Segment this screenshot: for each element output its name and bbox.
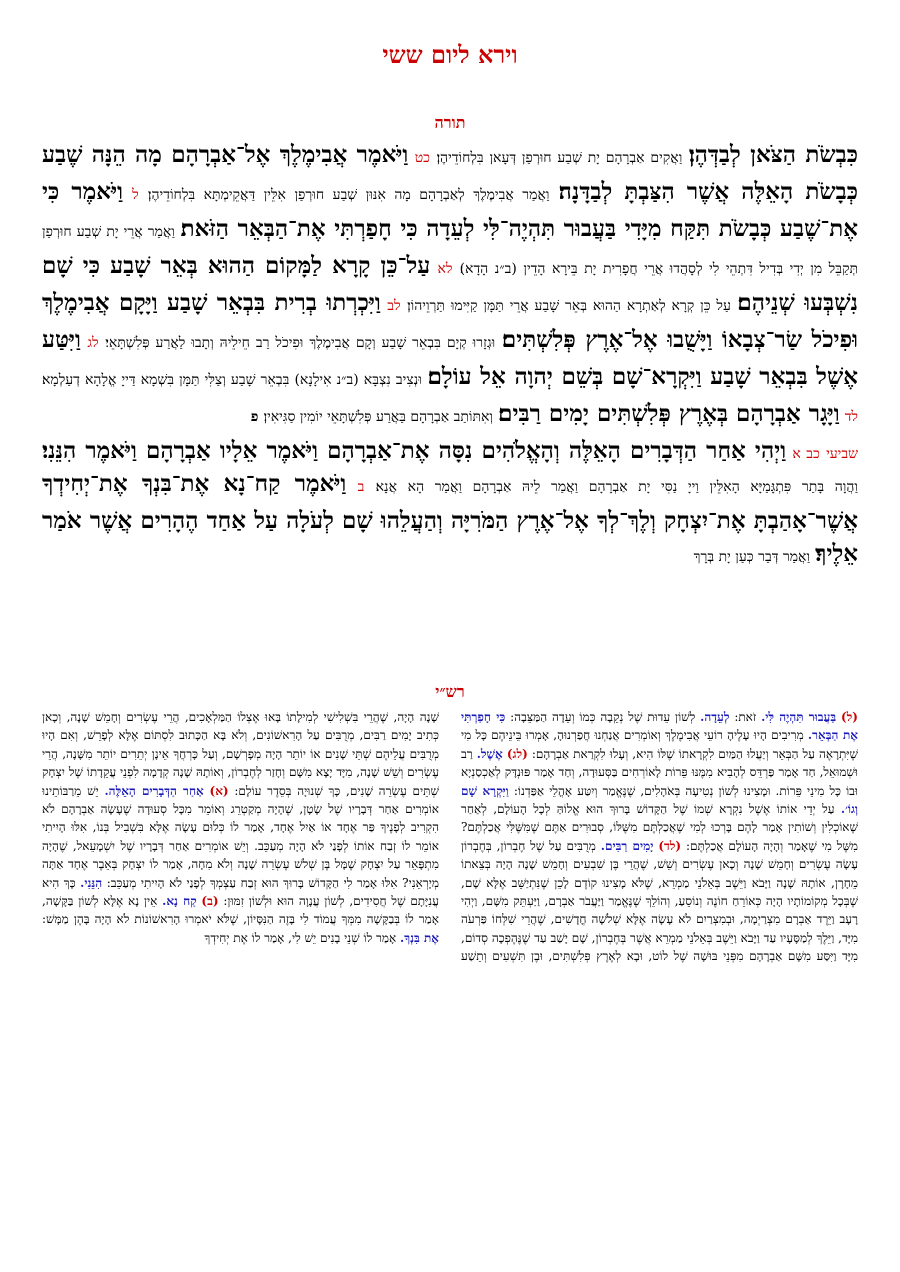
verse-span: כִּבְשֹׂת הַצֹּאן לְבַדְּהֶן׃ [688, 141, 858, 168]
plain-span: יֵשׁ מֵרַבּוֹתֵינוּ אוֹמְרִים אַחַר דְּבָרָיו שֶׁל שָׂטָן, שֶׁהָיָה מְקַטְרֵג וְאוֹמֵר מִכָּל סְעוּדָה שֶׁעָשָׂה אַבְרָהָם לֹא הִקְרִיב לְפָנֶיךָ פַּר אֶחָד אוֹ אַיִל אֶחָד, אָמַר לוֹ כְּלוּם עָשָׂה אֶלָּא בִּשְׁבִיל בְּנוֹ, אִלּוּ הָיִיתִי אוֹמֵר לוֹ זְבַח אוֹתוֹ לְפָנַי לֹא הָיָה מְעַכֵּב. וְיֵשׁ אוֹמְרִים אַחַר דְּבָרָיו שֶׁל יִשְׁמָעֵאל, שֶׁהָיָה מִתְפָּאֵר עַל יִצְחָק שֶׁמָּל בֶּן שְׁלֹשׁ עֶשְׂרֵה שָׁנָה וְלֹא מִחָה, אָמַר לוֹ יִצְחָק בְּאֵבֶר אֶחָד אַתָּה מְיָרְאֵנִי? אִלּוּ אָמַר לִי הַקָּדוֹשׁ בָּרוּךְ הוּא זְבַח עַצְמְךָ לְפָנַי לֹא הָיִיתִי מְעַכֵּב: [42, 783, 439, 890]
verse-span: וַיִּכְרְתוּ בְרִית בִּבְאֵר שָׁבַע וַיָּקָם אֲבִימֶלֶךְ וּפִיכֹל שַׂר־צְבָאוֹ וַיָּשֻׁבוּ אֶל־אֶרֶץ פְּלִשְׁתִּים׃ [42, 289, 858, 353]
aliyah-span: שביעי [826, 446, 858, 462]
verse-span: וַיָּגָר אַבְרָהָם בְּאֶרֶץ פְּלִשְׁתִּים יָמִים רַבִּים׃ [498, 400, 840, 427]
verse-number-span: לד [844, 409, 858, 425]
plain-span: מְרֻבִּים עַל שֶׁל חֶבְרוֹן, בְּחֶבְרוֹן עָשָׂה עֶשְׂרִים וְחָמֵשׁ שָׁנָה וְכָאן עֶשְׂרִים וְשֵׁשׁ, שֶׁהֲרֵי בֶּן שִׁבְעִים וְחָמֵשׁ שָׁנָה הָיָה בְּצֵאתוֹ מֵחָרָן, אוֹתָהּ שָׁנָה וַיָּבֹא וַיֵּשֶׁב בְּאֵלֹנֵי מַמְרֵא, שֶׁלֹּא מָצִינוּ קוֹדֶם לָכֵן שֶׁנִּתְיַשֵּׁב אֶלָּא שָׁם, שֶׁבְּכָל מְקוֹמוֹתָיו הָיָה כְּאוֹרֵחַ חוֹנֶה וְנוֹסֵעַ, וְהוֹלֵךְ שֶׁנֶּאֱמַר וַיַּעֲבֹר אַבְרָם, וַיַּעְתֵּק מִשָּׁם, וַיְהִי רָעָב וַיֵּרֶד אַבְרָם מִצְרַיְמָה, וּבְמִצְרַיִם לֹא עָשָׂה אֶלָּא שְׁלֹשָׁה חֳדָשִׁים, שֶׁהֲרֵי שִׁלְּחוֹ פַּרְעֹה מִיָּד, וַיֵּלֶךְ לְמַסָּעָיו עַד וַיָּבֹא וַיֵּשֶׁב בְּאֵלֹנֵי מַמְרֵא אֲשֶׁר בְּחֶבְרוֹן, שָׁם יָשַׁב עַד שֶׁנֶּהֶפְכָה סְדוֹם, מִיָּד וַיִּסַּע מִשָּׁם אַבְרָהָם מִפְּנֵי בּוּשָׁה שֶׁל לוֹט, וּבָא לְאֶרֶץ פְּלִשְׁתִּים, וּבֶן תִּשְׁעִים וְתֵשַׁע שָׁנָה הָיָה, שֶׁהֲרֵי בִּשְׁלִישִׁי לְמִילָתוֹ בָּאוּ אֶצְלוֹ הַמַּלְאָכִים, הֲרֵי עֶשְׂרִים וְחָמֵשׁ שָׁנָה, וְכָאן כְּתִיב יָמִים רַבִּים, מְרֻבִּים עַל הָרִאשׁוֹנִים, וְלֹא בָּא הַכָּתוּב לִסְתּוֹם אֶלָּא לְפָרֵשׁ, וְאִם הָיוּ מְרֻבִּים עֲלֵיהֶם שְׁתֵּי שָׁנִים אוֹ יוֹתֵר הָיָה מְפָרְשָׁם, וְעַל כָּרְחֲךָ אֵינָן יְתֵרִים יוֹתֵר מִשָּׁנָה, הֲרֵי עֶשְׂרִים וְשֵׁשׁ שָׁנָה, מִיָּד יָצָא מִשָּׁם וְחָזַר לְחֶבְרוֹן, וְאוֹתָהּ שָׁנָה קְדָמָה לִפְנֵי עֲקֵדָתוֹ שֶׁל יִצְחָק שְׁתֵּים עֶשְׂרֵה שָׁנִים, כָּךְ שְׁנוּיָה בְּסֵדֶר עוֹלָם: [42, 710, 858, 964]
targum-span: וְאִתּוֹתַב אַבְרָהָם בַּאֲרַע פְּלִשְׁתָּאֵי יוֹמִין סַגִּיאִין׃ [263, 409, 494, 425]
plain-span: רַב וּשְׁמוּאֵל, חַד אָמַר פַּרְדֵּס לְהָבִיא מִמֶּנּוּ פֵּרוֹת לָאוֹרְחִים בַּסְּעוּדָה, וְחַד אָמַר פּוּנְדָּק לְאַכְסַנְיָא וּבוֹ כָּל מִינֵי פֵּרוֹת. וּמָצִינוּ לְשׁוֹן נְטִיעָה בְּאֹהָלִים, שֶׁנֶּאֱמַר וְיִטַּע אָהֳלֵי אַפַּדְנוֹ: [461, 746, 858, 798]
verse-number-span: (א) [209, 783, 229, 798]
verse-number-span: כט [414, 150, 431, 166]
dibur-span: יָמִים רַבִּים. [600, 838, 654, 853]
page-title: וירא ליום ששי [382, 40, 518, 69]
targum-span: וּנְצִיב נִצְבָּא (ב״נ אִילָנָא) בִּבְאֵר שָׁבַע וְצַלִּי תַּמָּן בִּשְׁמָא דַּייָ אֱלָהָא דְעַלְמָא׃ [42, 372, 422, 388]
plain-span: אָמַר לוֹ שְׁנֵי בָנִים יֵשׁ לִי, אָמַר לוֹ אֶת יְחִידְךָ [204, 930, 397, 945]
dibur-span: קַח נָא. [162, 894, 197, 909]
dibur-span: בַּעֲבוּר תִּהְיֶה לִּי. [761, 710, 837, 724]
dibur-span: אֶת בִּנְךָ. [400, 930, 439, 945]
targum-span: וַאֲמַר אֲרֵי יָת שְׁבַע חוּרְפַן תְּקַבֵּל מִן יְדִי בְּדִיל דִּתְהֵי לִי לְסָהֲדוּ אֲרֵי חֲפָרִית יָת בֵּירָא הָדֵין (ב״נ הָדָא)׃ [42, 224, 858, 277]
torah-text [42, 138, 858, 678]
rashi-commentary [42, 708, 858, 1256]
verse-span: וַיִּטַּע אֶשֶׁל בִּבְאֵר שָׁבַע וַיִּקְרָא־שָׁם בְּשֵׁם יְהוָה אֵל עוֹלָם׃ [42, 326, 858, 390]
verse-number-span: (לג) [506, 746, 528, 761]
plain-span: זֹאת: [734, 710, 757, 724]
verse-span: וַיֹּאמֶר כִּי אֶת־שֶׁבַע כְּבָשֹׂת תִּקַּח מִיָּדִי בַּעֲבוּר תִּהְיֶה־לִּי לְעֵדָה כִּי חָפַרְתִּי אֶת־הַבְּאֵר הַזֹּאת׃ [42, 178, 858, 242]
rashi-section-title: רש״י [435, 682, 465, 701]
plain-span: עַל יְדֵי אוֹתוֹ אֶשֶׁל נִקְרָא שְׁמוֹ שֶׁל הַקָּדוֹשׁ בָּרוּךְ הוּא אֱלוֹהַּ לְכָל הָעוֹלָם, לְאַחַר שֶׁאוֹכְלִין וְשׁוֹתִין אָמַר לָהֶם בָּרְכוּ לְמִי שֶׁאֲכַלְתֶּם מִשֶּׁלּוֹ, סְבוּרִים אַתֶּם שֶׁמִּשֶּׁלִּי אֲכַלְתֶּם? מִשֶּׁל מִי שֶׁאָמַר וְהָיָה הָעוֹלָם אֲכַלְתֶּם: [461, 802, 858, 853]
verse-number-span: לא [437, 261, 453, 277]
verse-number-span: (לד) [658, 838, 682, 853]
verse-number-span: לב [387, 298, 401, 314]
verse-span: וַיֹּאמֶר אֲבִימֶלֶךְ אֶל־אַבְרָהָם מָה הֵנָּה שֶׁבַע כְּבָשֹׂת הָאֵלֶּה אֲשֶׁר הִצַּבְתָּ לְבַדָּנָה׃ [42, 141, 858, 205]
targum-span: וַאֲמַר דְּבַר כְּעַן יָת בְּרָךְ [693, 549, 811, 565]
dibur-span: כִּי חָפַרְתִּי אֶת הַבְּאֵר. [461, 710, 858, 743]
verse-number-span: כב א [792, 446, 820, 462]
plain-span: כָּךְ הִיא עֲנִיָּתָם שֶׁל חֲסִידִים, לְשׁוֹן עֲנָוָה הוּא וּלְשׁוֹן זִמּוּן: [42, 875, 439, 909]
targum-span: עַל כֵּן קְרָא לְאַתְרָא הַהוּא בְּאֵר שָׁבַע אֲרֵי תַּמָּן קַיִּימוּ תַּרְוֵיהוֹן׃ [407, 298, 731, 314]
targum-span: וַאֲמַר אֲבִימֶלֶךְ לְאַבְרָהָם מָה אִנּוּן שְׁבַע חוּרְפַן אִלֵּין דַּאֲקֵימְתָּא בִּלְחוֹדֵיהֶן׃ [147, 187, 550, 203]
torah-section-title: תורה [434, 113, 466, 132]
targum-span: וּגְזָרוּ קְיָם בִּבְאֵר שָׁבַע וְקָם אֲבִימֶלֶךְ וּפִיכֹל רַב חֵילֵיהּ וְתָבוּ לַאֲרַע פְּלִשְׁתָּאֵי׃ [105, 335, 496, 351]
verse-span: וַיֹּאמֶר קַח־נָא אֶת־בִּנְךָ אֶת־יְחִידְךָ אֲשֶׁר־אָהַבְתָּ אֶת־יִצְחָק וְלֶךְ־לְךָ אֶל־אֶרֶץ הַמֹּרִיָּה וְהַעֲלֵהוּ שָׁם לְעֹלָה עַל אַחַד הֶהָרִים אֲשֶׁר אֹמַר אֵלֶיךָ׃ [42, 470, 858, 567]
plain-span: מְרִיבִים הָיוּ עָלֶיהָ רוֹעֵי אֲבִימֶלֶךְ וְאוֹמְרִים אֲנַחְנוּ חֲפַרְנוּהָ, אָמְרוּ בֵּינֵיהֶם כָּל מִי שֶׁיִּתְרָאֶה עַל הַבְּאֵר וְיַעֲלוּ הַמַּיִם לִקְרָאתוֹ שֶׁלּוֹ הִיא, וְעָלוּ לִקְרַאת אַבְרָהָם: [461, 728, 858, 761]
dibur-span: אַחַר הַדְּבָרִים הָאֵלֶּה. [104, 783, 204, 798]
petucha-span: פ [250, 409, 259, 425]
verse-span: עַל־כֵּן קָרָא לַמָּקוֹם הַהוּא בְּאֵר שָׁבַע כִּי שָׁם נִשְׁבְּעוּ שְׁנֵיהֶם׃ [42, 252, 858, 316]
verse-number-span: (ל) [841, 710, 858, 724]
dibur-span: הִנֵּנִי. [80, 875, 103, 890]
verse-number-span: ל [132, 187, 139, 203]
plain-span: לְשׁוֹן עֵדוּת שֶׁל נְקֵבָה כְּמוֹ וְעֵדָה הַמַּצֵּבָה: [510, 710, 696, 724]
plain-span: אֵין נָא אֶלָּא לְשׁוֹן בַּקָּשָׁה, אָמַר לוֹ בְּבַקָּשָׁה מִמְּךָ עֲמוֹד לִי בָּזֶה הַנִּסָּיוֹן, שֶׁלֹּא יֹאמְרוּ הָרִאשׁוֹנוֹת לֹא הָיָה בָּהֶן מַמָּשׁ: [42, 894, 439, 927]
rashi-paragraph [42, 708, 858, 966]
targum-span: וַאֲקִים אַבְרָהָם יָת שְׁבַע חוּרְפַן דְּעָאן בִּלְחוֹדֵיהֶן׃ [436, 150, 683, 166]
dibur-span: וַיִּקְרָא שָׁם וְגוֹ׳. [461, 783, 858, 817]
verse-number-span: לג [87, 335, 99, 351]
dibur-span: לְעֵדָה. [700, 710, 730, 724]
verse-number-span: (ב) [201, 894, 219, 909]
verse-number-span: ב [357, 479, 365, 495]
verse-span: וַיְהִי אַחַר הַדְּבָרִים הָאֵלֶּה וְהָאֱלֹהִים נִסָּה אֶת־אַבְרָהָם וַיֹּאמֶר אֵלָיו אַבְרָהָם וַיֹּאמֶר הִנֵּנִי׃ [42, 437, 787, 464]
dibur-span: אֶשֶׁל. [476, 746, 503, 761]
targum-span: וַהֲוָה בָּתַר פִּתְגָּמַיָּא הָאִלֵּין וַייָ נַסִּי יָת אַבְרָהָם וַאֲמַר לֵיהּ אַבְרָהָם וַאֲמַר הָא אֲנָא׃ [375, 479, 858, 495]
